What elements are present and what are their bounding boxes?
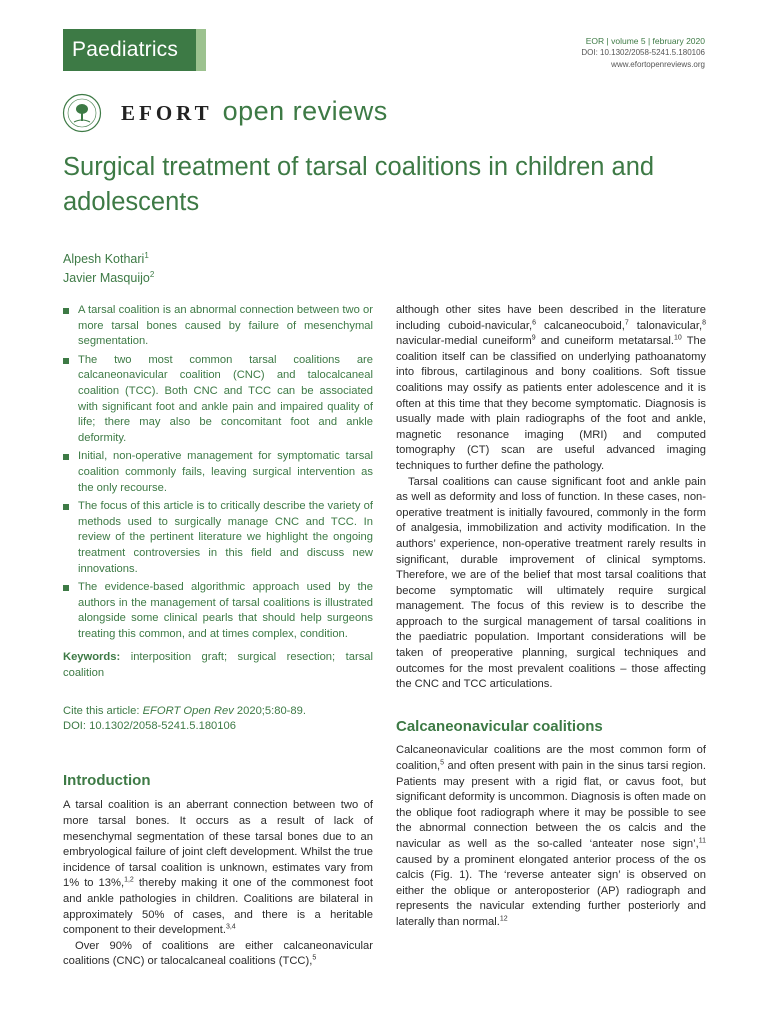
brand-efort: EFORT (121, 101, 213, 125)
journal-doi: DOI: 10.1302/2058-5241.5.180106 (581, 48, 705, 57)
abstract-point: The focus of this article is to critically describe the variety of methods used to surgically manage CNC and TCC. In review of the pertinent literature we highlight the ongoing treatment controversies in this field and discuss new innovations. (63, 499, 373, 577)
keywords (63, 650, 373, 681)
abstract-point: A tarsal coalition is an abnormal connection between two or more tarsal bones caused by failure of mesenchymal segmentation. (63, 303, 373, 350)
journal-url: www.efortopenreviews.org (611, 60, 705, 69)
keywords-text: interposition graft; surgical resection; tarsal coalition (63, 651, 373, 680)
section-label: Paediatrics (72, 38, 179, 61)
keywords-label: Keywords: (63, 651, 121, 664)
left-column (63, 303, 373, 970)
section-tab-stripe (196, 29, 206, 71)
efort-emblem-icon (62, 93, 102, 133)
intro-paragraph-1: A tarsal coalition is an aberrant connection between two of more tarsal bones. It occurs as a result of lack of mesenchymal segmentation of these tarsal bones due to an embryological failure of joint cleft development. Whilst the true incidence of tarsal coalition is unknown, estimates vary from 1% to 13%,$^{1,2}$ thereby making it one of the commonest foot and ankle pathologies in children. Coalitions are bilateral in approximately 50% of cases, and there is a heritable component to their development.$^{3,4}$ (63, 799, 374, 937)
journal-volume-line: EOR | volume 5 | february 2020 (585, 36, 705, 46)
author-list (63, 250, 154, 288)
cite-doi: DOI: 10.1302/2058-5241.5.180106 (63, 720, 236, 733)
author-2: Javier Masquijo$^2$ (63, 269, 155, 285)
cite-line: Cite this article: EFORT Open Rev 2020;5:80-89. (63, 704, 306, 717)
cnc-paragraph: Calcaneonavicular coalitions are the most common form of coalition,$^5$ and often present with pain in the sinus tarsi region. Patients may present with a rigid flat, or cavus foot, but significant deformity is uncommon. Diagnosis is often made on the oblique foot radiograph where it may be possible to see the abnormal connection between the os calcis and the navicular as well as the so-called ‘anteater nose sign’,$^{11}$ caused by a prominent elongated anterior process of the os calcis (Fig. 1). The ‘reverse anteater sign’ is observed on either the oblique or anteroposterior (AP) radiograph and represents the navicular extending further posteriorly and laterally than normal.$^{12}$ (396, 744, 706, 928)
cnc-heading: Calcaneonavicular coalitions (396, 717, 603, 735)
abstract-point: The evidence-based algorithmic approach used by the authors in the management of tarsal coalitions is illustrated alongside some clinical pearls that should help surgeons treating this common, and at times complex, condition. (63, 580, 373, 642)
author-1: Alpesh Kothari$^1$ (63, 250, 149, 266)
right-paragraph-1: although other sites have been described in the literature including cuboid-navicular,$^6$ calcaneocuboid,$^7$ talonavicular,$^8$ navicular-medial cuneiform$^9$ and cuneiform metatarsal.$^{10}$ The coalition itself can be classified on underlying pathoanatomy into fibrous, cartilaginous and bony coalitions. Soft tissue coalitions may ossify as patients enter adolescence and it is often at this time that they become symptomatic. Diagnosis is usually made with plain radiographs of the foot and ankle, magnetic resonance imaging (MRI) and computed tomography (CT) scan are useful advanced imaging techniques to further define the pathology. (396, 304, 707, 472)
citation (63, 704, 373, 735)
journal-brand (121, 96, 388, 127)
brand-open-reviews: open reviews (222, 96, 388, 126)
article-title: Surgical treatment of tarsal coalitions in children and adolescents (63, 153, 655, 216)
right-column (396, 303, 706, 931)
abstract-point: The two most common tarsal coalitions are calcaneonavicular coalition (CNC) and talocalcaneal coalition (TCC). Both CNC and TCC can be associated with significant foot and ankle pain and impaired quality of life; there may also be concomitant foot and ankle deformity. (63, 353, 373, 447)
intro-heading: Introduction (63, 771, 151, 789)
abstract-point: Initial, non-operative management for symptomatic tarsal coalition commonly fails, leaving surgical intervention as the only recourse. (63, 449, 373, 496)
intro-paragraph-2: Over 90% of coalitions are either calcaneonavicular coalitions (CNC) or talocalcaneal coalitions (TCC),$^5$ (63, 939, 373, 968)
abstract-points (63, 303, 373, 642)
right-paragraph-2: Tarsal coalitions can cause significant foot and ankle pain as well as deformity and loss of function. In these cases, non-operative treatment is initially favoured, commonly in the form of analgesia, immobilization and activity modification. In the authors’ experience, non-operative treatment rarely results in significant, durable improvement of clinical symptoms. Therefore, we are of the belief that most tarsal coalitions that become symptomatic will ultimately require surgical management. The focus of this review is to describe the approach to the surgical management of tarsal coalitions in the paediatric population. Important considerations will be taken of preoperative planning, surgical techniques and outcomes for the most prevalent coalitions – those affecting the CNC and TCC articulations. (396, 475, 706, 691)
section-tab (63, 29, 206, 71)
journal-meta (581, 35, 705, 71)
